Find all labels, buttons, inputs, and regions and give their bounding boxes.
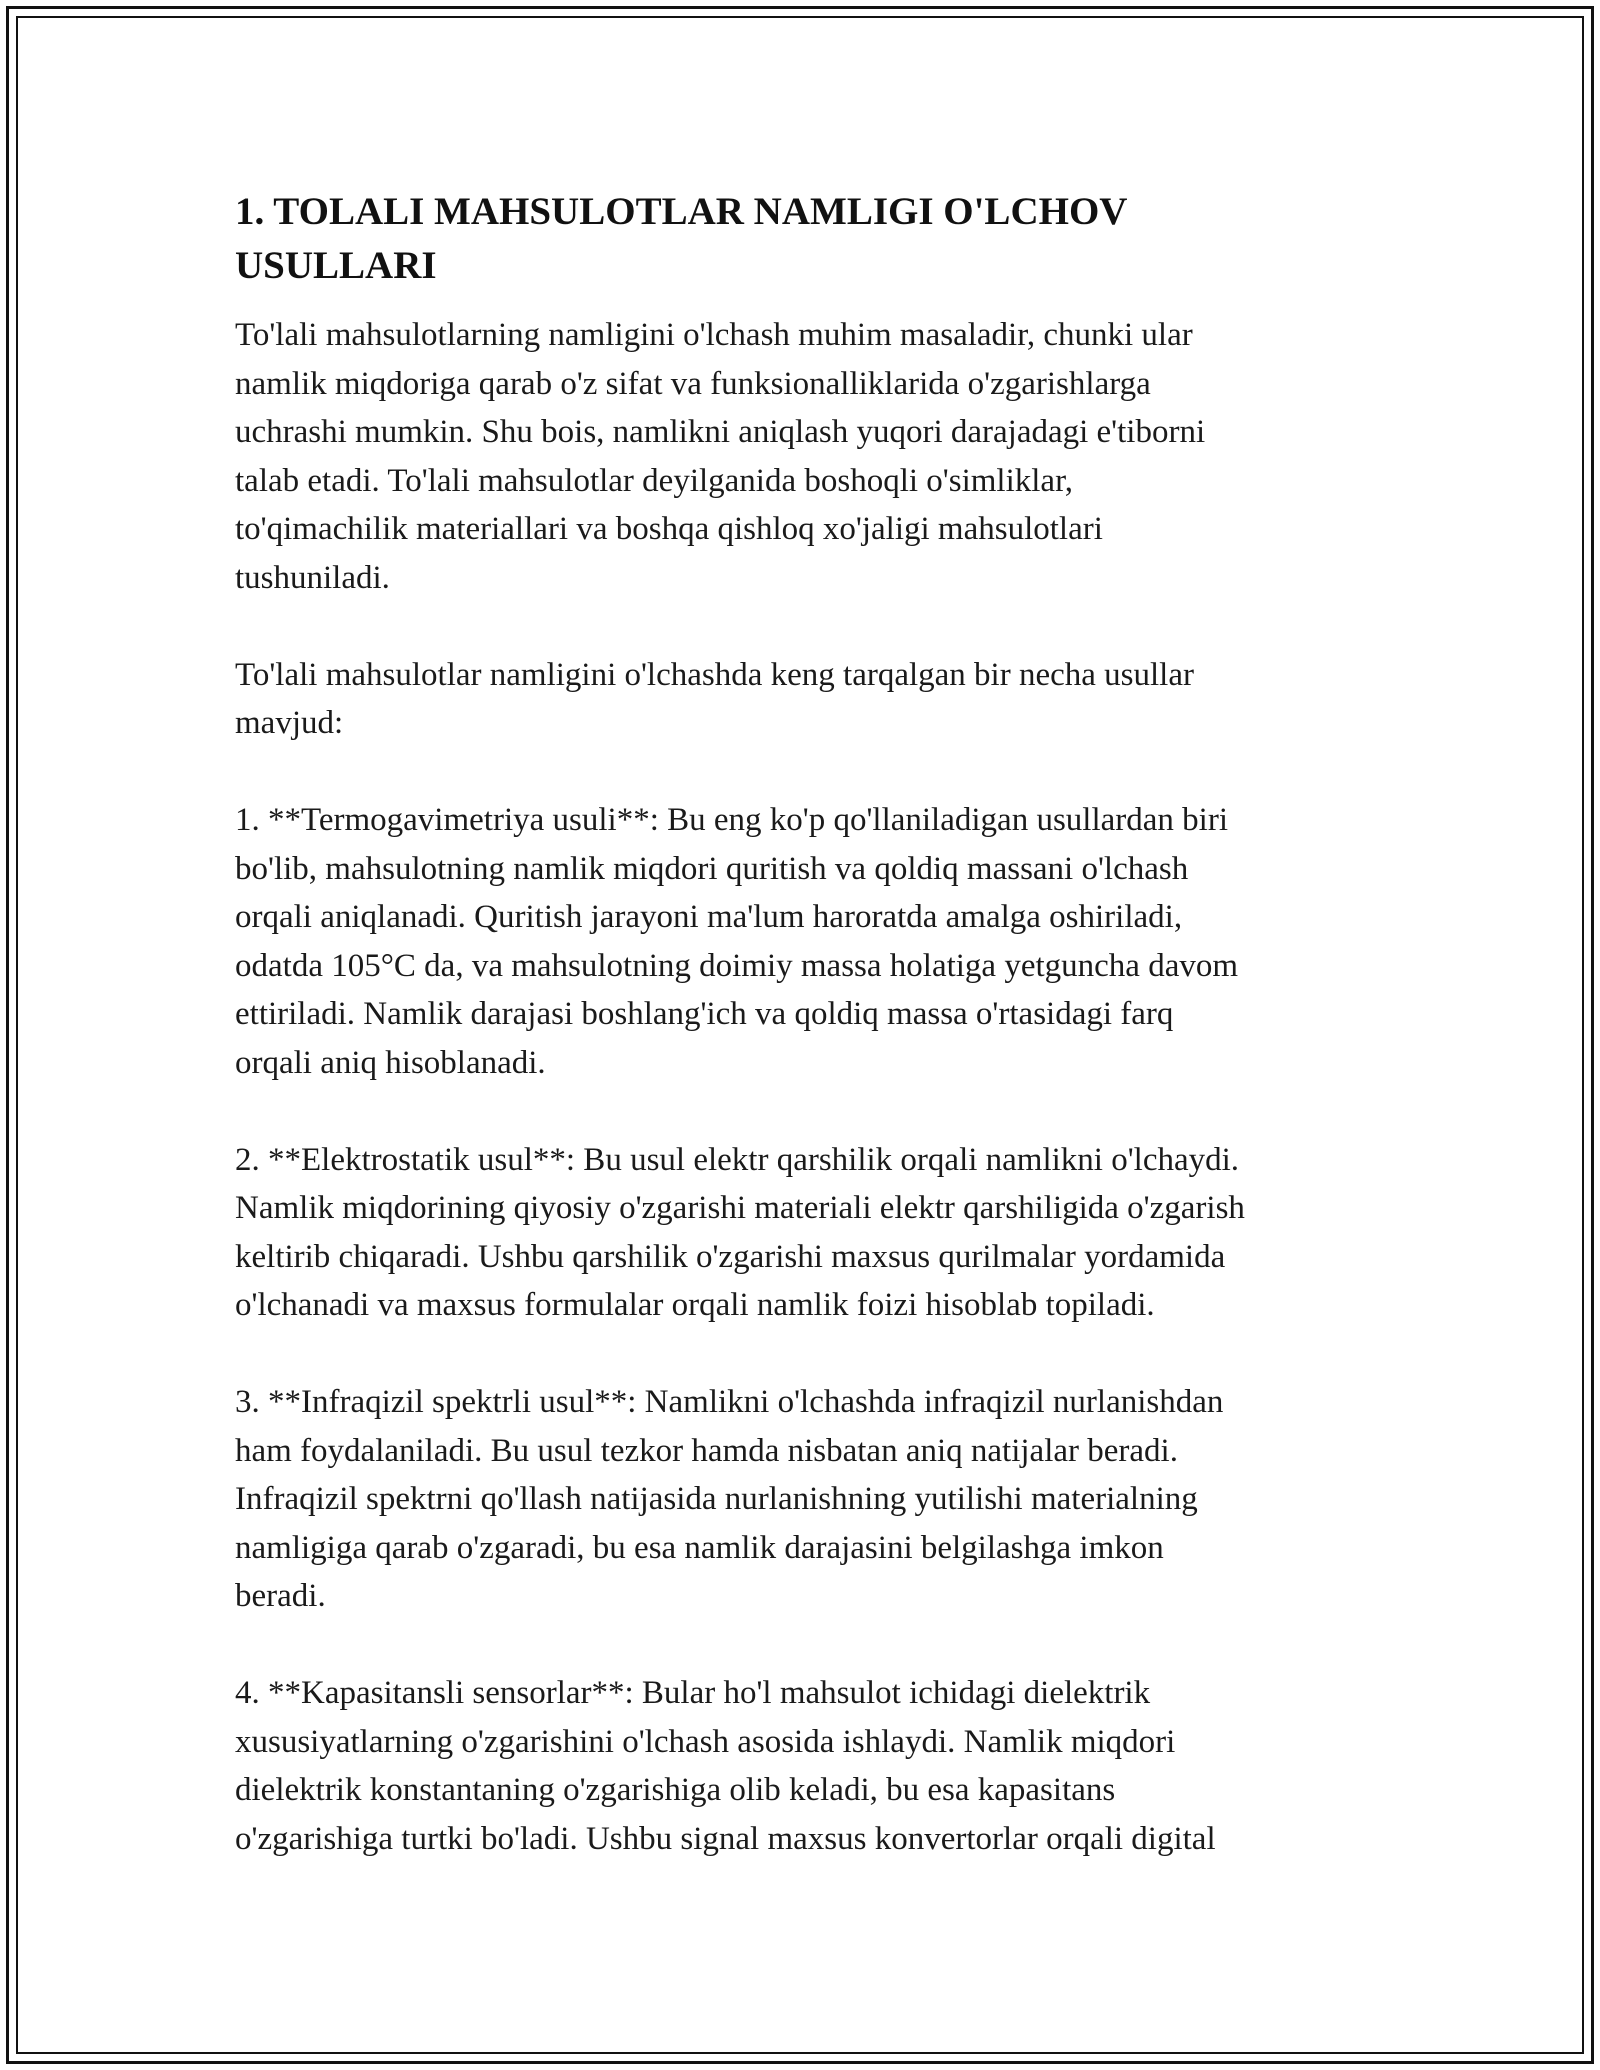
paragraph-method-2: 2. **Elektrostatik usul**: Bu usul elektr qarshilik orqali namlikni o'lchaydi. Namlik miqdorining qiyosiy o'zgarishi materiali elektr qarshiligida o'zgarish keltirib chiqaradi. Ushbu qarshilik o'zgarishi maxsus qurilmalar yordamida o'lchanadi va maxsus formulalar orqali namlik foizi hisoblab topiladi. [235,1141,1245,1323]
paragraph-methods-lead: To'lali mahsulotlar namligini o'lchashda keng tarqalgan bir necha usullar mavjud: [235,656,1194,741]
paragraph-gap [235,1087,1380,1136]
paragraph-gap [235,748,1380,797]
document-body [235,185,1380,1863]
paragraph-gap [235,1621,1380,1670]
paragraph-gap [235,1330,1380,1379]
paragraph-method-1: 1. **Termogavimetriya usuli**: Bu eng ko'p qo'llaniladigan usullardan biri bo'lib, mahsulotning namlik miqdori quritish va qoldiq massani o'lchash orqali aniqlanadi. Quritish jarayoni ma'lum haroratda amalga oshiriladi, odatda 105°C da, va mahsulotning doimiy massa holatiga yetguncha davom ettiriladi. Namlik darajasi boshlang'ich va qoldiq massa o'rtasidagi farq orqali aniq hisoblanadi. [235,802,1239,1081]
document-title: 1. TOLALI MAHSULOTLAR NAMLIGI O'LCHOV USULLARI [235,190,1128,287]
paragraph-intro: To'lali mahsulotlarning namligini o'lchash muhim masaladir, chunki ular namlik miqdoriga qarab o'z sifat va funksionalliklarida o'zgarishlarga uchrashi mumkin. Shu bois, namlikni aniqlash yuqori darajadagi e'tiborni talab etadi. To'lali mahsulotlar deyilganida boshoqli o'simliklar, to'qimachilik materiallari va boshqa qishloq xo'jaligi mahsulotlari tushuniladi. [235,317,1206,596]
paragraph-method-3: 3. **Infraqizil spektrli usul**: Namlikni o'lchashda infraqizil nurlanishdan ham foydalaniladi. Bu usul tezkor hamda nisbatan aniq natijalar beradi. Infraqizil spektrni qo'llash natijasida nurlanishning yutilishi materialning namligiga qarab o'zgaradi, bu esa namlik darajasini belgilashga imkon beradi. [235,1384,1224,1614]
paragraph-method-4: 4. **Kapasitansli sensorlar**: Bular ho'l mahsulot ichidagi dielektrik xususiyatlarning o'zgarishini o'lchash asosida ishlaydi. Namlik miqdori dielektrik konstantaning o'zgarishiga olib keladi, bu esa kapasitans o'zgarishiga turtki bo'ladi. Ushbu signal maxsus konvertorlar orqali digital [235,1675,1216,1857]
paragraph-gap [235,602,1380,651]
